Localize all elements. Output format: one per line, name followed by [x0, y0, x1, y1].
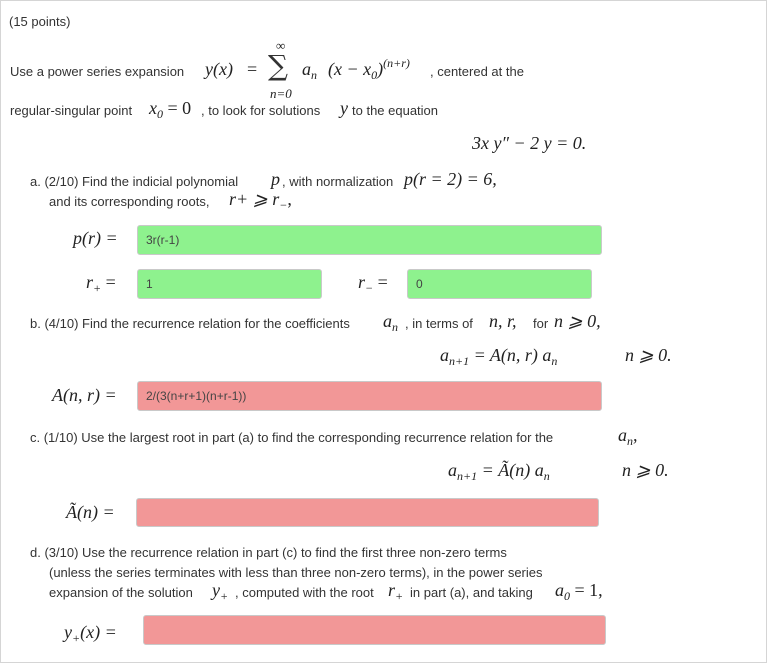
r-minus-input[interactable] — [407, 269, 592, 299]
part-a-text1-mid: , with normalization — [282, 174, 394, 189]
points-label: (15 points) — [9, 14, 71, 29]
intro-lead: Use a power series expansion — [10, 64, 185, 79]
ode-equation: 3x y″ − 2 y = 0. — [472, 133, 587, 153]
part-a-roots: r+ ⩾ $r_-$, — [229, 189, 292, 212]
y-plus-input[interactable] — [143, 615, 606, 645]
part-a-text2: and its corresponding roots, — [49, 194, 210, 209]
part-a-text1: a. (2/10) Find the indicial polynomial — [30, 174, 239, 189]
part-b-text: b. (4/10) Find the recurrence relation for the coefficients — [30, 316, 350, 331]
part-d-line3-lead: expansion of the solution — [49, 585, 193, 600]
part-b-relation: $a_{n+1} = A(n$, r) $a_n$ — [440, 345, 558, 368]
part-a-normalization: p(r = 2) = 6, — [404, 169, 497, 189]
part-b-condition: n ⩾ 0, — [554, 311, 601, 331]
intro-line2-lead: regular-singular point — [10, 103, 133, 118]
part-a-p-var: p — [271, 169, 280, 189]
sigma-icon: ∑ — [268, 49, 288, 82]
intro-formula-y: y(x) — [205, 59, 233, 79]
intro-tail: , centered at the — [430, 64, 524, 79]
part-c-text: c. (1/10) Use the largest root in part (a) to find the corresponding recurrence relation for the — [30, 430, 554, 445]
r-plus-label: $r_+$ = — [86, 272, 116, 295]
p-input[interactable] — [137, 225, 602, 255]
p-label: p(r) = — [73, 228, 118, 248]
A-input[interactable] — [137, 381, 602, 411]
sum-lower-limit: n=0 — [270, 86, 292, 101]
series-factor: $(x - x_0)^{(n+r)}$ — [328, 56, 410, 82]
intro-line2-tail: to the equation — [352, 103, 439, 118]
part-b-an: $a_n$ — [383, 311, 398, 334]
r-minus-label: $r_-$ = — [358, 272, 388, 295]
A-tilde-label: Ã(n) = — [66, 502, 115, 522]
A-tilde-input[interactable] — [136, 498, 599, 527]
part-d-line1: d. (3/10) Use the recurrence relation in part (c) to find the first three non-zero terms — [30, 545, 507, 560]
part-b-text-mid: , in terms of — [405, 316, 473, 331]
part-d-a0: $a_0 = 1$, — [555, 580, 603, 603]
part-d-line2: (unless the series terminates with less than three non-zero terms), in the power series — [49, 565, 543, 580]
y-plus-label: $y_+(x)$ = — [64, 622, 117, 645]
part-c-an: $a_n$, — [618, 425, 638, 448]
intro-y-var: y — [340, 98, 348, 118]
part-b-relation-condition: n ⩾ 0. — [625, 345, 672, 365]
part-c-relation: $a_{n+1}$ = Ã(n) $a_n$ — [448, 460, 550, 483]
series-term: $a_n$ — [302, 59, 317, 82]
sum-upper-limit: ∞ — [276, 38, 286, 53]
part-d-line3-mid2: in part (a), and taking — [410, 585, 533, 600]
part-d-yplus: $y_+$ — [212, 580, 229, 603]
A-label: A(n, r) = — [52, 385, 117, 405]
intro-equals: = — [247, 59, 258, 79]
intro-line2-mid: , to look for solutions — [201, 103, 321, 118]
part-d-rplus: $r_+$ — [388, 580, 404, 603]
part-b-for: for — [533, 316, 549, 331]
part-b-n-r: n, r, — [489, 311, 517, 331]
intro-x0: $x_0 = 0$ — [149, 98, 192, 121]
r-plus-input[interactable] — [137, 269, 322, 299]
part-d-line3-mid: , computed with the root — [235, 585, 374, 600]
part-c-relation-condition: n ⩾ 0. — [622, 460, 669, 480]
